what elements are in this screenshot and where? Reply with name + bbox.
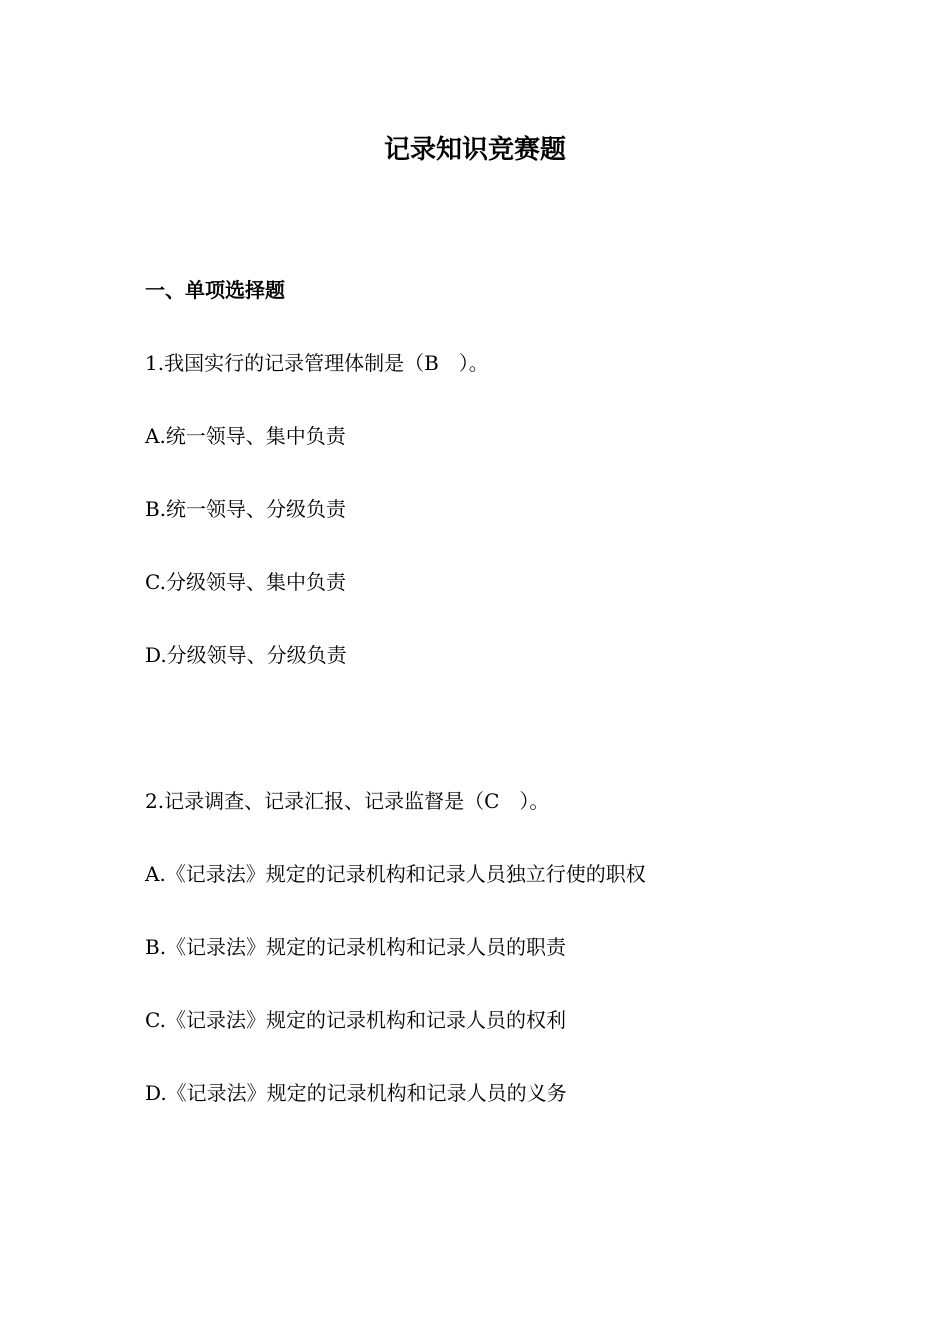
question-2-option-c: C.《记录法》规定的记录机构和记录人员的权利 [145, 1008, 566, 1032]
section-heading: 一、单项选择题 [145, 278, 285, 302]
question-1-stem: 1.我国实行的记录管理体制是（B ）。 [145, 351, 489, 375]
question-1-option-c: C.分级领导、集中负责 [145, 570, 346, 594]
question-2-option-b: B.《记录法》规定的记录机构和记录人员的职责 [145, 935, 567, 959]
question-2-stem: 2.记录调查、记录汇报、记录监督是（C ）。 [145, 789, 550, 813]
question-1-option-a: A.统一领导、集中负责 [145, 424, 346, 448]
question-1-option-b: B.统一领导、分级负责 [145, 497, 347, 521]
question-1-option-d: D.分级领导、分级负责 [145, 643, 347, 667]
question-2-option-a: A.《记录法》规定的记录机构和记录人员独立行使的职权 [145, 862, 646, 886]
document-title: 记录知识竞赛题 [383, 135, 566, 165]
question-2-option-d: D.《记录法》规定的记录机构和记录人员的义务 [145, 1081, 567, 1105]
